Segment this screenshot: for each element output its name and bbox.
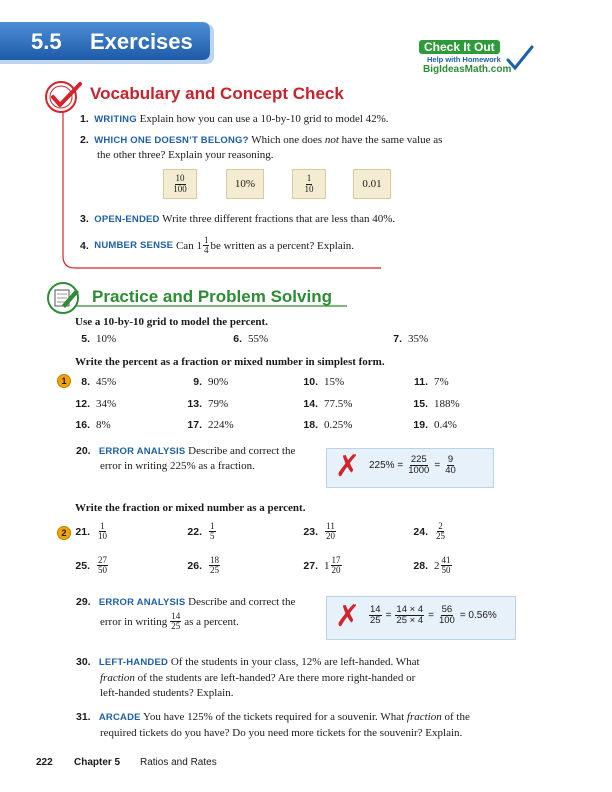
exercise-denominator: 20 xyxy=(326,531,335,542)
error-x-icon: ✗ xyxy=(335,449,361,484)
exercise-number: 22. xyxy=(187,525,202,538)
exercise-denominator: 20 xyxy=(331,565,341,576)
exercise-value: 79% xyxy=(208,398,229,410)
card3-numerator: 1 xyxy=(306,173,312,184)
logo-line-2: Help with Homework xyxy=(427,55,501,64)
footer-chapter-title: Ratios and Rates xyxy=(140,757,217,768)
exercise-value: 15% xyxy=(324,376,345,388)
exercise-item xyxy=(70,333,116,345)
exercise-numerator: 11 xyxy=(326,521,335,531)
q30-label: LEFT-HANDED xyxy=(98,657,169,668)
exercise-value: 55% xyxy=(248,333,269,345)
err20-eq: = xyxy=(434,459,441,471)
choice-card-4 xyxy=(353,169,391,199)
exercise-item xyxy=(298,419,352,431)
exercise-item xyxy=(298,376,344,388)
exercise-value: 7% xyxy=(434,376,449,388)
exercise-item xyxy=(70,522,109,542)
q4-label: NUMBER SENSE xyxy=(94,240,174,252)
q29-frac-den: 25 xyxy=(171,621,181,632)
exercise-number: 21. xyxy=(75,525,90,538)
logo-site-name: BigIdeasMath xyxy=(423,64,489,75)
exercise-numerator: 41 xyxy=(441,555,451,565)
q31-text-a: You have 125% of the tickets required for a souvenir. What xyxy=(143,711,405,723)
q4-frac-den: 4 xyxy=(203,245,209,256)
exercise-number: 10. xyxy=(303,376,318,388)
exercise-number: 23. xyxy=(303,525,318,538)
vocab-q4 xyxy=(80,236,354,256)
question-30 xyxy=(76,655,420,702)
err29-b-num: 14 × 4 xyxy=(396,604,424,615)
section-number: 5.5 xyxy=(31,29,62,54)
q29-frac-num: 14 xyxy=(171,611,181,621)
err29-c-den: 100 xyxy=(438,614,455,626)
exercise-number: 19. xyxy=(413,419,428,431)
q4-text-a: Can 1 xyxy=(175,239,202,252)
q4-frac-num: 1 xyxy=(203,235,209,245)
q30-text-b: of the students are left-handed? Are there more right-handed or xyxy=(137,671,416,684)
err29-b-den: 25 × 4 xyxy=(396,614,424,626)
exercise-item xyxy=(298,522,337,542)
exercise-numerator: 27 xyxy=(98,555,107,565)
exercise-item xyxy=(408,376,449,388)
exercise-number: 17. xyxy=(187,419,202,431)
exercise-number: 12. xyxy=(75,398,90,410)
q20-text-b: error in writing 225% as a fraction. xyxy=(100,460,255,472)
q31-italic: fraction xyxy=(406,711,442,723)
exercise-numerator: 18 xyxy=(210,555,219,565)
exercise-numerator: 1 xyxy=(210,521,215,531)
exercise-number: 28. xyxy=(413,559,428,572)
page-number: 222 xyxy=(36,757,53,768)
vocab-check-icon xyxy=(44,80,86,114)
err20-f1-num: 225 xyxy=(410,454,427,465)
logo-line-1: Check It Out xyxy=(419,40,500,54)
exercise-item xyxy=(182,522,217,542)
exercise-numerator: 17 xyxy=(331,555,341,565)
exercise-item xyxy=(70,556,109,576)
err29-a-den: 25 xyxy=(370,614,381,626)
question-29 xyxy=(76,595,295,632)
practice-heading: Practice and Problem Solving xyxy=(92,287,332,306)
q29-label: ERROR ANALYSIS xyxy=(98,597,186,608)
logo-site-tld: .com xyxy=(488,64,512,75)
q30-text-a: Of the students in your class, 12% are left-handed. What xyxy=(170,656,420,668)
err20-f2-den: 40 xyxy=(445,464,456,476)
direction-1: Use a 10-by-10 grid to model the percent. xyxy=(75,316,268,328)
checkmark-icon xyxy=(505,44,535,74)
q3-label: OPEN-ENDED xyxy=(94,214,160,225)
error-29-work: $\frac{14}{25}$ = $\frac{14 \times 4}{25 \times 4}$ = $\frac{56}{100}$ = 0.56% xyxy=(370,604,497,626)
vocab-q3 xyxy=(80,213,395,225)
practice-pencil-icon xyxy=(46,281,84,315)
exercise-number: 9. xyxy=(193,376,202,388)
q20-label: ERROR ANALYSIS xyxy=(98,446,186,457)
exercise-whole: 1 xyxy=(324,559,330,572)
vocab-q1 xyxy=(80,113,389,125)
q30-line-3: left-handed students? Explain. xyxy=(100,687,234,699)
exercise-item xyxy=(408,556,453,576)
q4-number: 4. xyxy=(80,239,89,252)
exercise-number: 5. xyxy=(81,333,90,345)
card3-denominator: 10 xyxy=(304,183,314,194)
card4-value: 0.01 xyxy=(362,178,382,190)
exercise-number: 14. xyxy=(303,398,318,410)
exercise-number: 25. xyxy=(75,559,90,572)
example-badge-2[interactable]: 2 xyxy=(57,526,71,540)
q31-line-2: required tickets do you have? Do you need more tickets for the souvenir? Explain. xyxy=(100,726,463,739)
direction-3: Write the fraction or mixed number as a percent. xyxy=(75,502,306,514)
q1-number: 1. xyxy=(80,113,89,125)
exercise-number: 26. xyxy=(187,559,202,572)
exercise-number: 18. xyxy=(303,419,318,431)
choice-card-3 xyxy=(292,169,326,199)
exercise-item xyxy=(382,333,428,345)
exercise-number: 15. xyxy=(413,398,428,410)
exercise-item xyxy=(408,419,457,431)
exercise-item xyxy=(298,556,343,576)
q31-text-b: of the xyxy=(444,711,470,723)
exercise-value: 8% xyxy=(96,419,111,431)
card2-value: 10% xyxy=(234,178,256,190)
exercise-numerator: 1 xyxy=(100,521,105,531)
exercise-item xyxy=(70,419,111,431)
q20-number: 20. xyxy=(76,445,91,457)
err20-lhs: 225% = xyxy=(369,459,404,471)
q31-number: 31. xyxy=(76,711,91,723)
q20-text-a: Describe and correct the xyxy=(188,445,296,457)
err20-f1-den: 1000 xyxy=(408,464,430,476)
exercise-item xyxy=(222,333,268,345)
vocab-q2 xyxy=(80,133,442,163)
logo-line-3 xyxy=(423,64,511,75)
q2-text-b: have the same value as xyxy=(341,134,443,146)
err20-f2-num: 9 xyxy=(447,454,454,465)
q2-number: 2. xyxy=(80,134,89,146)
exercise-number: 24. xyxy=(413,525,428,538)
q30-number: 30. xyxy=(76,656,91,668)
q29-text-c: as a percent. xyxy=(184,615,239,628)
exercise-value: 45% xyxy=(96,376,117,388)
exercise-whole: 2 xyxy=(434,559,440,572)
exercise-item xyxy=(182,376,228,388)
exercise-item xyxy=(182,398,228,410)
direction-2: Write the percent as a fraction or mixed number in simplest form. xyxy=(75,356,385,368)
q4-text-b: be written as a percent? Explain. xyxy=(210,239,355,252)
exercise-number: 8. xyxy=(81,376,90,388)
error-20-work xyxy=(369,455,461,476)
exercise-value: 77.5% xyxy=(324,398,353,410)
error-x-icon: ✗ xyxy=(335,599,361,634)
exercise-denominator: 10 xyxy=(98,531,107,542)
section-title: Exercises xyxy=(90,29,193,54)
q29-text-a: Describe and correct the xyxy=(188,596,296,608)
exercise-value: 224% xyxy=(208,419,234,431)
exercise-number: 6. xyxy=(233,333,242,345)
q31-label: ARCADE xyxy=(98,712,141,723)
q3-text: Write three different fractions that are less than 40%. xyxy=(162,213,396,225)
question-31 xyxy=(76,710,470,741)
exercise-denominator: 25 xyxy=(436,531,445,542)
exercise-item xyxy=(70,398,116,410)
exercise-item xyxy=(408,522,447,542)
example-badge-1[interactable]: 1 xyxy=(57,374,71,388)
exercise-number: 16. xyxy=(75,419,90,431)
err29-a-num: 14 xyxy=(370,604,381,615)
exercise-numerator: 2 xyxy=(438,521,443,531)
card1-denominator: 100 xyxy=(173,183,187,194)
exercise-value: 34% xyxy=(96,398,117,410)
q29-text-b: error in writing xyxy=(100,615,168,628)
q3-number: 3. xyxy=(80,213,89,225)
exercise-number: 27. xyxy=(303,559,318,572)
exercise-number: 11. xyxy=(413,376,428,388)
footer-chapter: Chapter 5 xyxy=(74,757,121,768)
q30-italic: fraction xyxy=(100,671,135,684)
q1-text: Explain how you can use a 10-by-10 grid to model 42%. xyxy=(139,113,389,125)
q2-text-a: Which one does xyxy=(251,134,323,146)
q2-text-not: not xyxy=(324,134,339,146)
err29-result: = 0.56% xyxy=(459,609,497,621)
choice-card-2 xyxy=(226,169,264,199)
exercise-item xyxy=(70,376,116,388)
question-20 xyxy=(76,444,295,474)
vocab-heading: Vocabulary and Concept Check xyxy=(90,84,344,103)
exercise-item xyxy=(298,398,352,410)
choice-card-1 xyxy=(163,169,197,199)
exercise-denominator: 25 xyxy=(210,565,219,576)
q2-line-2: the other three? Explain your reasoning. xyxy=(97,149,274,161)
err29-c-num: 56 xyxy=(441,604,453,615)
exercise-item xyxy=(182,556,221,576)
exercise-value: 188% xyxy=(434,398,460,410)
exercise-denominator: 5 xyxy=(210,531,215,542)
exercise-number: 13. xyxy=(187,398,202,410)
exercise-value: 90% xyxy=(208,376,229,388)
exercise-denominator: 50 xyxy=(441,565,451,576)
exercise-item xyxy=(182,419,234,431)
exercise-value: 10% xyxy=(96,333,117,345)
exercise-item xyxy=(408,398,460,410)
exercise-value: 0.4% xyxy=(434,419,457,431)
q1-label: WRITING xyxy=(94,114,137,125)
q29-number: 29. xyxy=(76,596,91,608)
exercise-value: 35% xyxy=(408,333,429,345)
q2-label: WHICH ONE DOESN’T BELONG? xyxy=(94,135,249,146)
exercise-denominator: 50 xyxy=(98,565,107,576)
exercise-number: 7. xyxy=(393,333,402,345)
exercise-value: 0.25% xyxy=(324,419,353,431)
card1-numerator: 10 xyxy=(175,173,185,184)
check-it-out-logo[interactable] xyxy=(413,40,535,80)
